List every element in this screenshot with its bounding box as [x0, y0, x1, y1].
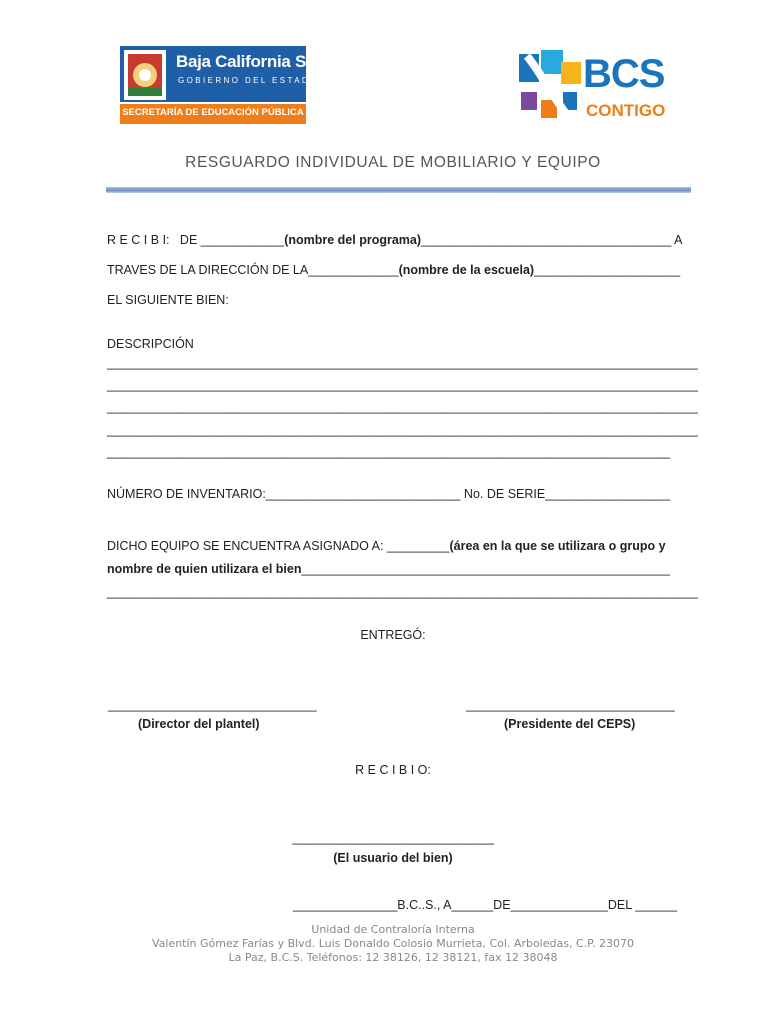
document-title: RESGUARDO INDIVIDUAL DE MOBILIARIO Y EQUIPO	[185, 154, 601, 171]
logo-bcs-text: BCS	[583, 52, 665, 96]
presidente-label: (Presidente del CEPS)	[504, 717, 636, 731]
logo-contigo-text: CONTIGO	[586, 101, 666, 120]
descripcion-line-3[interactable]: _____________________________________________________________________________________	[107, 400, 698, 414]
traves-label: TRAVES DE LA DIRECCIÓN DE LA_____________	[107, 263, 399, 277]
usuario-signature-line[interactable]: _____________________________	[292, 831, 494, 845]
recibi-line	[107, 233, 682, 247]
footer-line-2: Valentín Gómez Farías y Blvd. Luis Donaldo Colosio Murrieta, Col. Arboledas, C.P. 23070	[151, 937, 635, 950]
recibi-tail: ____________________________________ A	[421, 233, 683, 247]
recibio-label: R E C I B I O:	[355, 763, 431, 777]
inventario-serie-line[interactable]: NÚMERO DE INVENTARIO:____________________________ No. DE SERIE__________________	[107, 487, 671, 501]
programa-hint: (nombre del programa)	[284, 233, 422, 247]
extra-line[interactable]: _____________________________________________________________________________________	[107, 585, 698, 599]
bcs-contigo-logo	[517, 48, 669, 124]
logo-department: SECRETARÍA DE EDUCACIÓN PÚBLICA	[122, 107, 304, 118]
bcs-mosaic-icon	[517, 48, 587, 124]
logo-name: Baja California Sur	[176, 52, 323, 71]
gobierno-bcs-logo	[120, 44, 323, 124]
usuario-label: (El usuario del bien)	[333, 851, 453, 865]
descripcion-label: DESCRIPCIÓN	[107, 337, 194, 351]
asignado-hint: (área en la que se utilizara o grupo y	[449, 539, 666, 553]
descripcion-line-2[interactable]: _____________________________________________________________________________________	[107, 378, 698, 392]
director-label: (Director del plantel)	[138, 717, 260, 731]
siguiente-bien-label: EL SIGUIENTE BIEN:	[107, 293, 229, 307]
nombre-tail[interactable]: _____________________________________________________	[301, 562, 670, 576]
descripcion-line-4[interactable]: _____________________________________________________________________________________	[107, 423, 698, 437]
title-divider	[106, 187, 691, 193]
nombre-line	[107, 562, 670, 576]
director-signature-line[interactable]: ______________________________	[108, 698, 317, 712]
logo-subtitle: GOBIERNO DEL ESTADO	[178, 76, 319, 85]
footer-line-3: La Paz, B.C.S. Teléfonos: 12 38126, 12 38121, fax 12 38048	[228, 951, 558, 964]
presidente-signature-line[interactable]: ______________________________	[466, 698, 675, 712]
descripcion-line-1[interactable]: _____________________________________________________________________________________	[107, 356, 698, 370]
asignado-label: DICHO EQUIPO SE ENCUENTRA ASIGNADO A: _________	[107, 539, 450, 553]
nombre-hint: nombre de quien utilizara el bien	[107, 562, 302, 576]
asignado-line	[107, 539, 666, 553]
entrego-label: ENTREGÓ:	[360, 628, 426, 642]
recibi-label: R E C I B I: DE ____________	[107, 233, 285, 247]
footer-line-1: Unidad de Contraloría Interna	[311, 923, 475, 936]
descripcion-line-5[interactable]: _________________________________________________________________________________	[107, 445, 671, 459]
traves-line	[107, 263, 680, 277]
escuela-hint: (nombre de la escuela)	[398, 263, 535, 277]
fecha-line[interactable]: _______________B.C..S., A______DE______________DEL ______	[293, 898, 677, 912]
traves-tail: _____________________	[534, 263, 681, 277]
